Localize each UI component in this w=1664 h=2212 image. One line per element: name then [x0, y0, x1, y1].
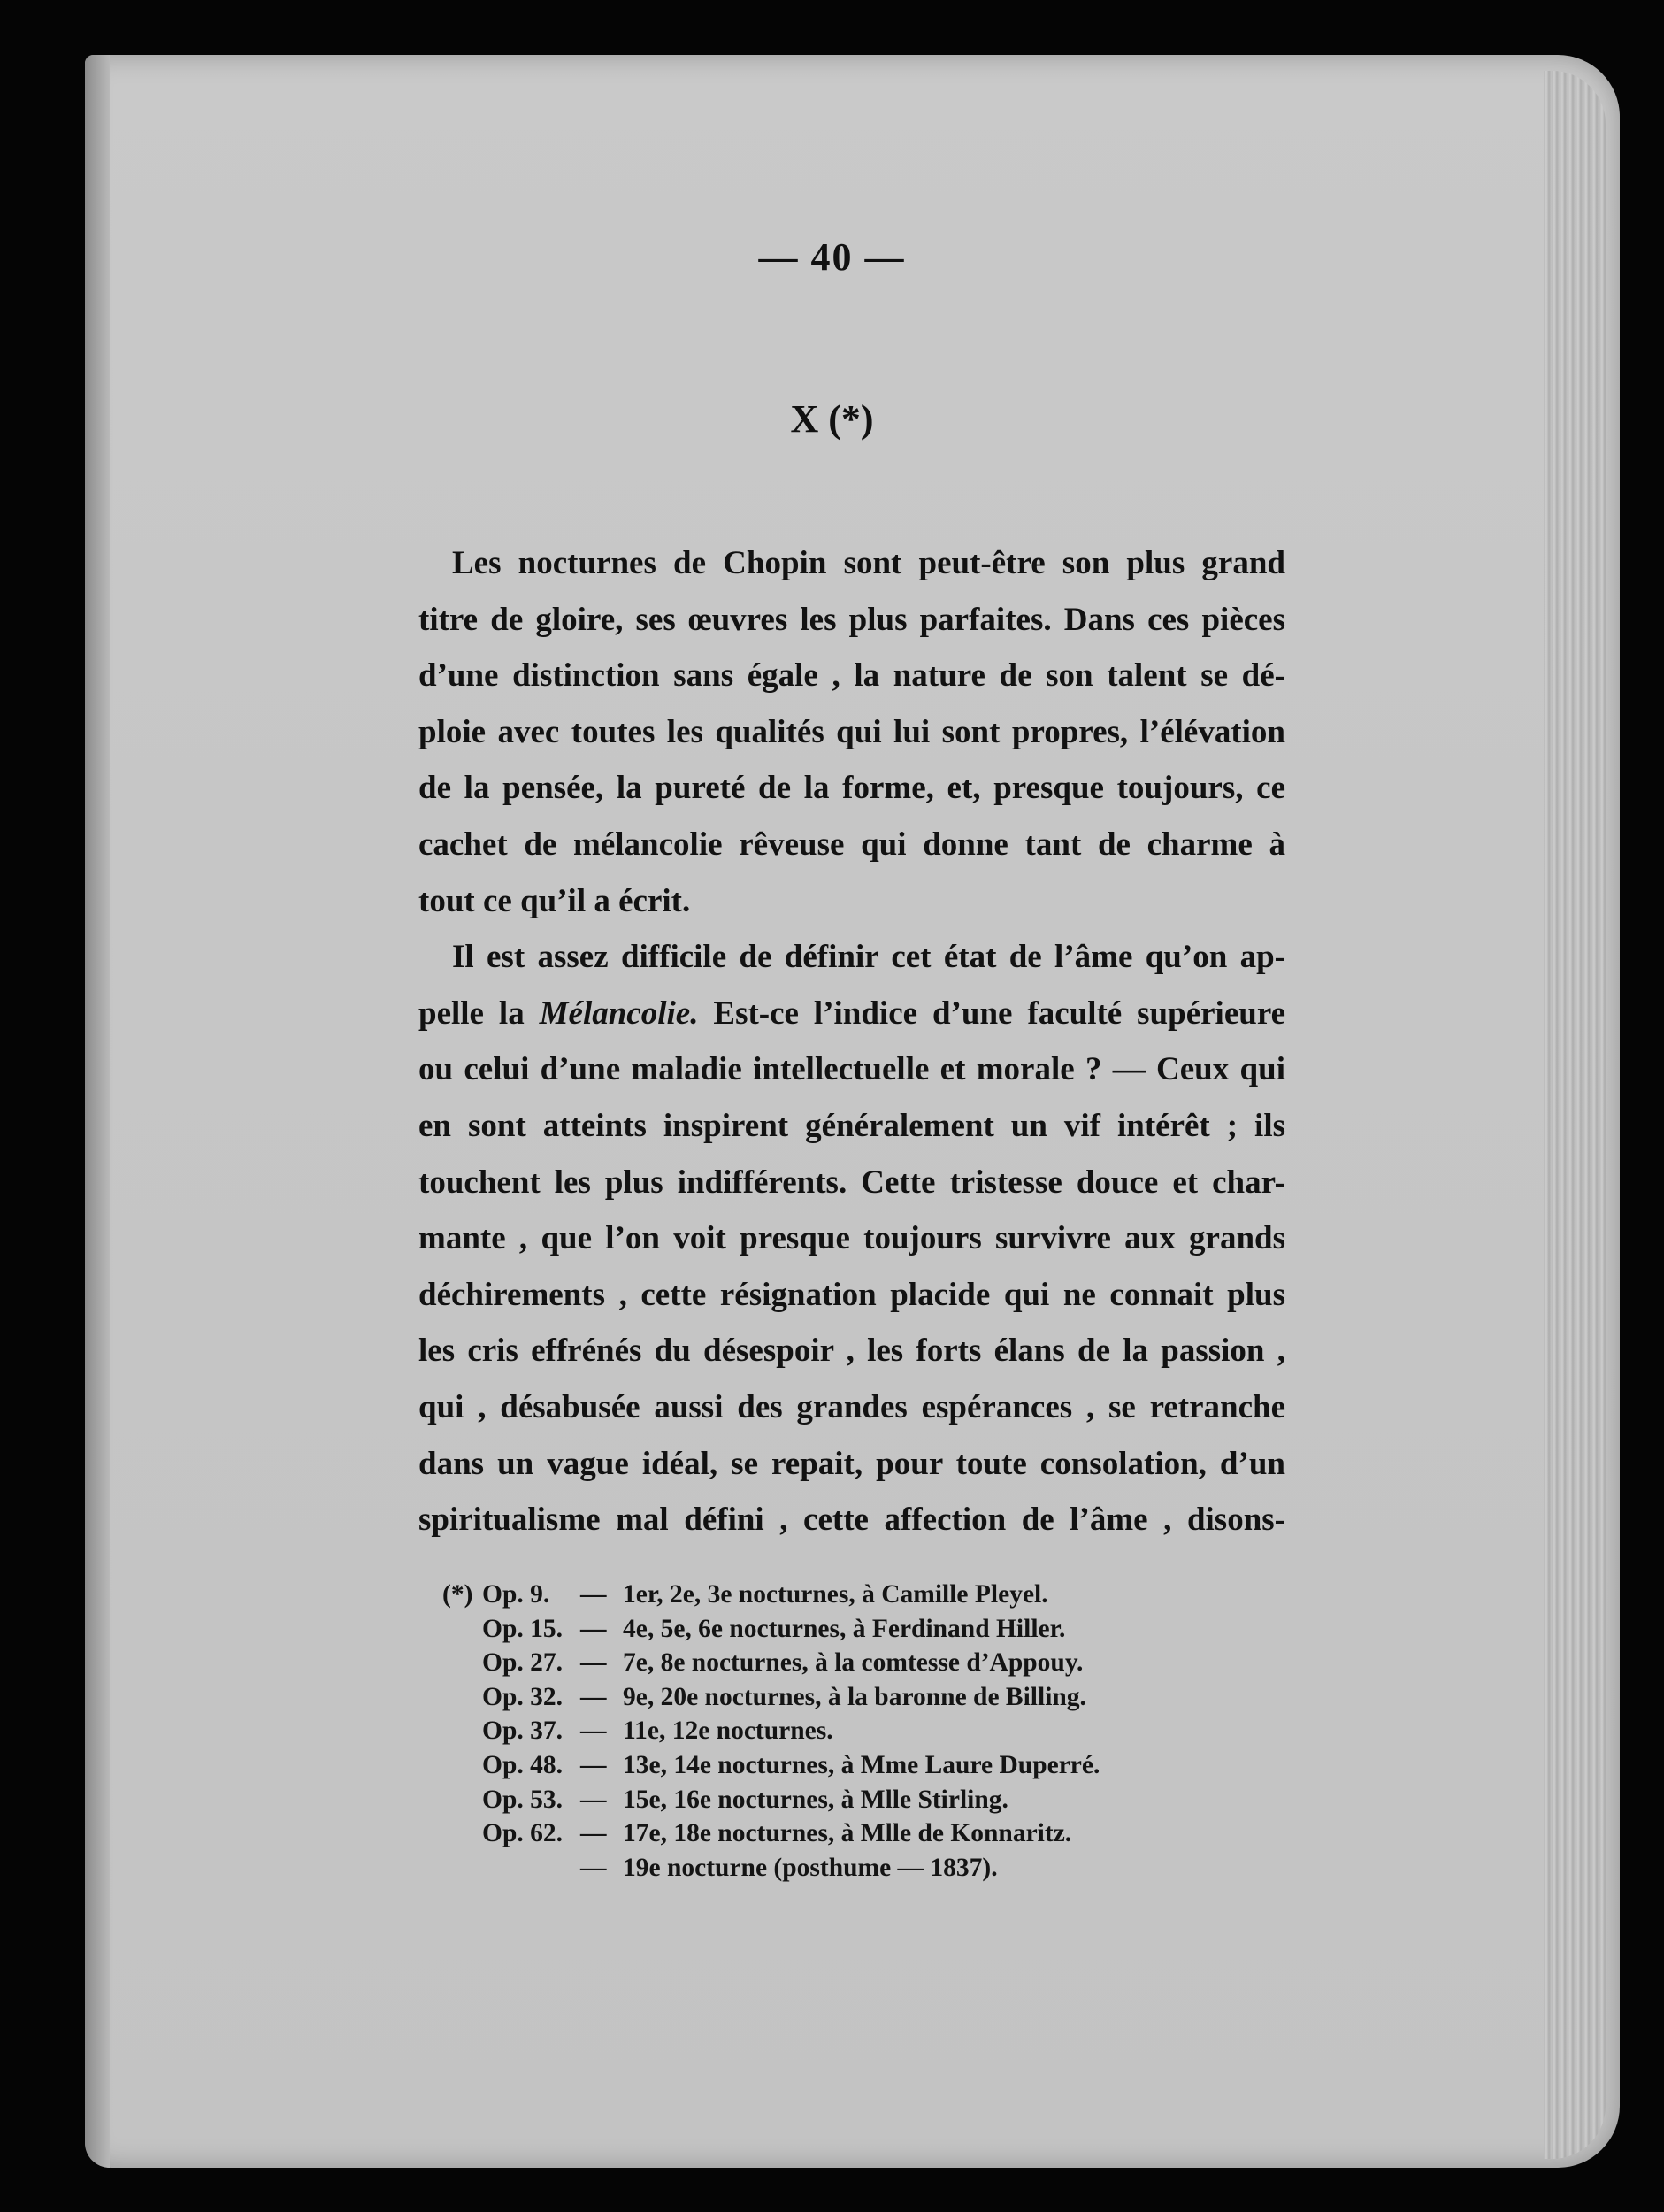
opus-number: Op. 53. [482, 1785, 563, 1814]
page-binding-edge [85, 55, 110, 2168]
paragraph-1 [418, 535, 1285, 929]
footnote-dash: — [580, 1819, 607, 1848]
text-line: de la pensée, la pureté de la forme, et, presque toujours, ce [418, 770, 1285, 807]
footnote-text: 17e, 18e nocturnes, à Mlle de Konnaritz. [623, 1819, 1072, 1848]
footnote-row [442, 1646, 1100, 1680]
opus-number: Op. 37. [482, 1717, 563, 1746]
text-line: ou celui d’une maladie intellectuelle et morale ? — Ceux qui [418, 1051, 1285, 1088]
footnote-text: 11e, 12e nocturnes. [623, 1717, 833, 1746]
page-number: — 40 — [758, 235, 906, 279]
text-line: spiritualisme mal défini , cette affection de l’âme , disons- [418, 1502, 1285, 1539]
text-line: en sont atteints inspirent généralement un vif intérêt ; ils [418, 1107, 1285, 1144]
footnote-row [442, 1612, 1100, 1647]
footnote-row [442, 1748, 1100, 1783]
footnote-dash: — [580, 1580, 607, 1609]
footnote-text: 7e, 8e nocturnes, à la comtesse d’Appouy. [623, 1648, 1084, 1678]
text-line: cachet de mélancolie rêveuse qui donne tant de charme à [418, 826, 1285, 863]
text-line: ploie avec toutes les qualités qui lui sont propres, l’élévation [418, 713, 1285, 750]
opus-number: Op. 48. [482, 1750, 563, 1779]
footnote-row [442, 1816, 1100, 1851]
footnote-dash: — [580, 1614, 607, 1643]
text-segment: pelle la [418, 995, 540, 1032]
page-stack-edge [1544, 71, 1606, 2159]
footnote-dash: — [580, 1853, 607, 1882]
section-title: X (*) [790, 397, 874, 441]
text-line: qui , désabusée aussi des grandes espérances , se retranche [418, 1388, 1285, 1425]
footnote-dash: — [580, 1682, 607, 1711]
footnote-dash: — [580, 1648, 607, 1678]
footnote-row [442, 1783, 1100, 1817]
opus-number: Op. 9. [482, 1580, 550, 1609]
paragraph-2 [418, 929, 1285, 1548]
body-text [418, 535, 1285, 1548]
footnote-dash: — [580, 1750, 607, 1779]
text-line: tout ce qu’il a écrit. [418, 882, 691, 919]
text-line: Les nocturnes de Chopin sont peut-être son plus grand [452, 545, 1285, 581]
footnote-row [442, 1680, 1100, 1715]
footnote-text: 1er, 2e, 3e nocturnes, à Camille Pleyel. [623, 1580, 1048, 1609]
text-line-with-italic [418, 986, 1285, 1042]
footnote-text: 19e nocturne (posthume — 1837). [623, 1853, 998, 1882]
footnote-marker: (*) [442, 1580, 473, 1609]
text-line: touchent les plus indifférents. Cette tristesse douce et char- [418, 1164, 1285, 1201]
opus-number: Op. 32. [482, 1682, 563, 1711]
opus-number: Op. 62. [482, 1819, 563, 1848]
text-line: déchirements , cette résignation placide qui ne connait plus [418, 1276, 1285, 1313]
opus-number: Op. 27. [482, 1648, 563, 1678]
footnote-text: 9e, 20e nocturnes, à la baronne de Billing. [623, 1682, 1086, 1711]
opus-number: Op. 15. [482, 1614, 563, 1643]
footnote-text: 13e, 14e nocturnes, à Mme Laure Duperré. [623, 1750, 1100, 1779]
footnotes [442, 1578, 1100, 1885]
text-segment: Est-ce l’indice d’une faculté supérieure [698, 995, 1286, 1032]
text-line: dans un vague idéal, se repait, pour toute consolation, d’un [418, 1445, 1285, 1482]
text-line: les cris effrénés du désespoir , les forts élans de la passion , [418, 1333, 1285, 1370]
footnote-row [442, 1714, 1100, 1748]
opus-number [482, 1851, 580, 1886]
footnote-row [442, 1578, 1100, 1612]
footnote-row [442, 1851, 1100, 1886]
text-line: titre de gloire, ses œuvres les plus parfaites. Dans ces pièces [418, 601, 1285, 638]
text-line: Il est assez difficile de définir cet état de l’âme qu’on ap- [452, 939, 1285, 976]
text-line: mante , que l’on voit presque toujours survivre aux grands [418, 1220, 1285, 1257]
footnote-dash: — [580, 1717, 607, 1746]
text-line: d’une distinction sans égale , la nature de son talent se dé- [418, 657, 1285, 695]
italic-term: Mélancolie. [539, 995, 699, 1032]
footnote-text: 4e, 5e, 6e nocturnes, à Ferdinand Hiller. [623, 1614, 1066, 1643]
footnote-dash: — [580, 1785, 607, 1814]
footnote-text: 15e, 16e nocturnes, à Mlle Stirling. [623, 1785, 1008, 1814]
